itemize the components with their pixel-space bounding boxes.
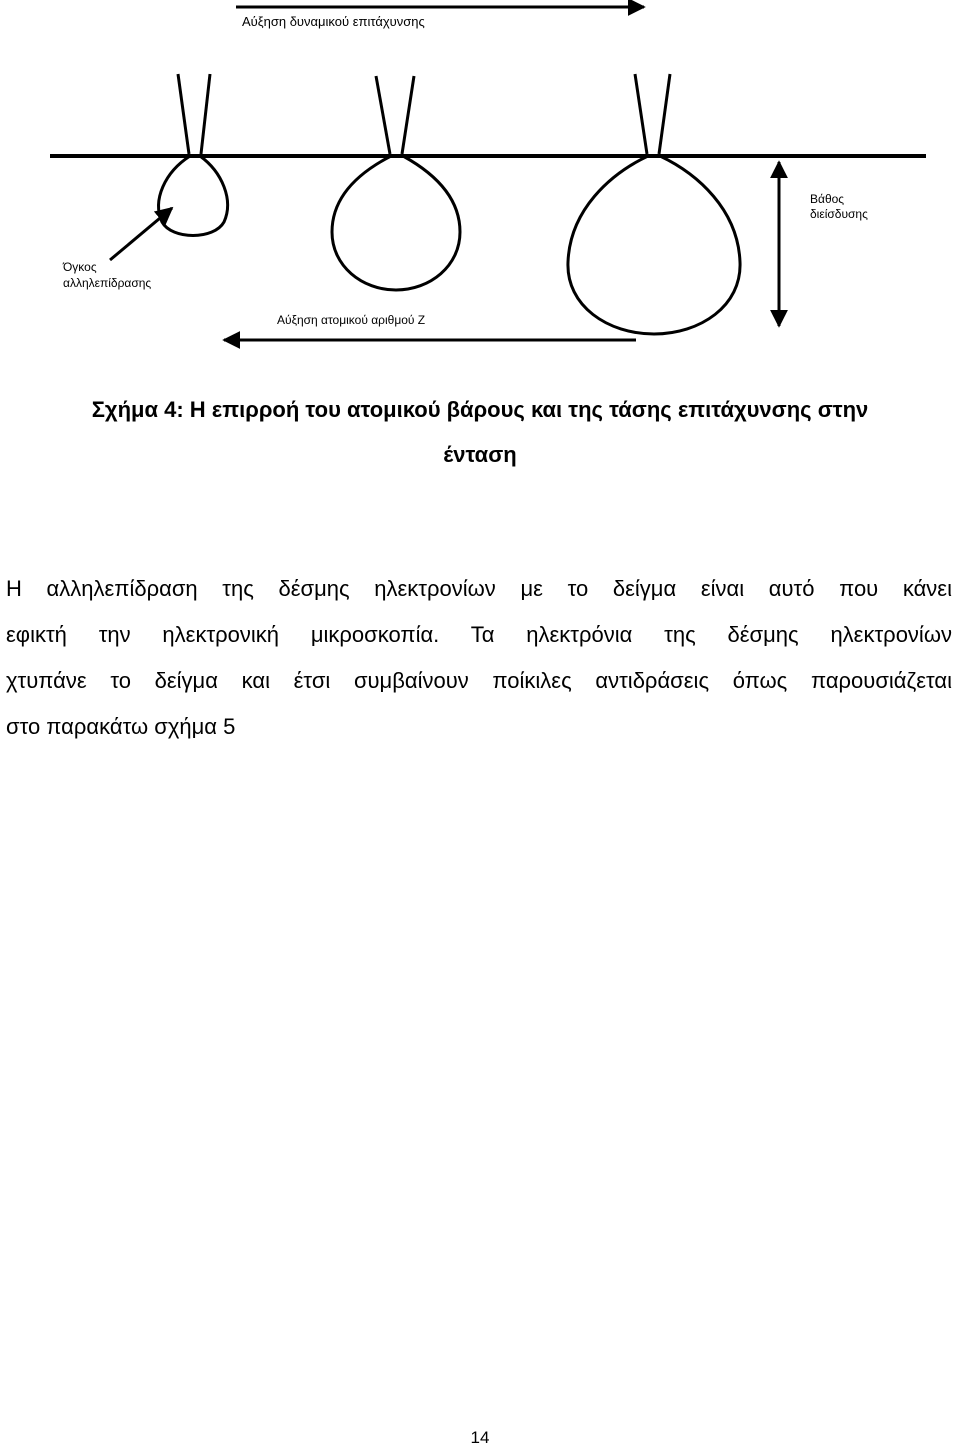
paragraph-line: χτυπάνε το δείγμα και έτσι συμβαίνουν ποίκιλες αντιδράσεις όπως παρουσιάζεται [6, 668, 952, 693]
penetration-depth-label-line1: Βάθος [810, 192, 845, 206]
interaction-volume-figure [0, 0, 960, 360]
acceleration-voltage-label: Αύξηση δυναμικού επιτάχυνσης [242, 14, 425, 29]
interaction-volume-label-line2: αλληλεπίδρασης [63, 276, 152, 290]
interaction-volume-label-line1: Όγκος [63, 260, 97, 274]
figure-caption-line2: ένταση [443, 442, 517, 467]
bottom-arrow-group [224, 313, 636, 340]
figure-caption-line1: Σχήμα 4: Η επιρροή του ατομικού βάρους και της τάσης επιτάχυνσης στην [91, 397, 869, 422]
beam-3 [635, 74, 670, 154]
beam-2 [376, 76, 414, 154]
atomic-number-label: Αύξηση ατομικού αριθμού Ζ [277, 313, 426, 327]
interaction-volume-small [159, 156, 228, 236]
penetration-depth-label-line2: διείσδυσης [810, 207, 868, 221]
interaction-volume-large [568, 156, 740, 334]
interaction-volume-medium [332, 156, 460, 290]
paragraph-line: εφικτή την ηλεκτρονική μικροσκοπία. Τα ηλεκτρόνια της δέσμης ηλεκτρονίων [6, 622, 952, 647]
paragraph-line: Η αλληλεπίδραση της δέσμης ηλεκτρονίων με το δείγμα είναι αυτό που κάνει [6, 576, 952, 601]
page-number: 14 [470, 1428, 490, 1447]
beam-1 [178, 74, 210, 154]
paragraph-line: στο παρακάτω σχήμα 5 [6, 714, 236, 739]
interaction-volume-pointer-arrow [110, 208, 172, 260]
top-arrow-group [236, 7, 644, 29]
